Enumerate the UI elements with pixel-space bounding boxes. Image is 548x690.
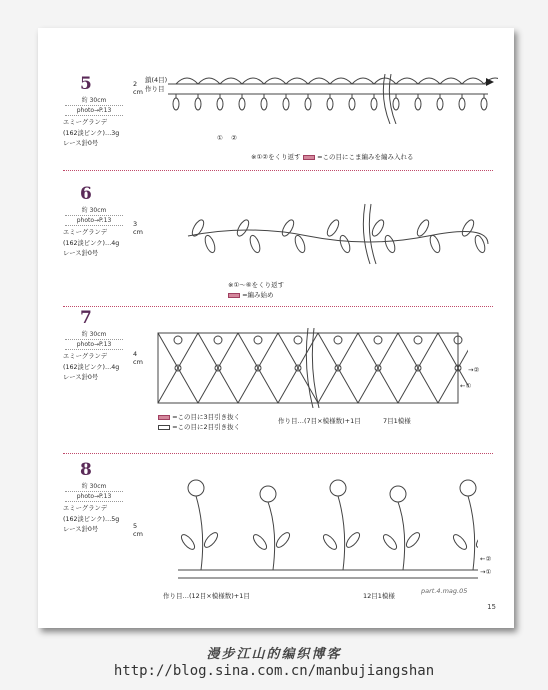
leaf-stitch <box>179 533 197 552</box>
yarn-name: エミーグランデ <box>63 229 108 236</box>
chain-arc <box>176 78 198 84</box>
flower-stem <box>268 502 275 570</box>
yarn-color: (162淡ピンク)…4g <box>63 239 120 247</box>
flower-head <box>330 480 346 496</box>
hook-size: レース針0号 <box>63 374 99 381</box>
leaf-stitch <box>235 218 251 238</box>
flower-head <box>390 486 406 502</box>
foundation-note: 作り目…(12目×模様数)+1目 <box>163 592 250 600</box>
note-repeat: ※①②をくり返す <box>251 153 301 161</box>
note-repeat: ※①〜⑥をくり返す <box>228 281 285 289</box>
pattern-length: 約 30cm <box>65 96 123 106</box>
leaf-stitch <box>415 218 431 238</box>
chart-8 <box>148 470 478 585</box>
yarn-color: (162淡ピンク)…5g <box>63 515 120 523</box>
picot-stitch <box>283 98 289 110</box>
dim-height: 2 cm <box>133 80 143 96</box>
picot-stitch <box>349 98 355 110</box>
chain-arc <box>286 78 308 84</box>
pattern-meta <box>65 330 123 350</box>
section-separator <box>63 170 493 171</box>
leaf-stitch <box>251 533 269 552</box>
flower-stem <box>398 502 405 570</box>
hook-size: レース針0号 <box>63 526 99 533</box>
pattern-number: 6 <box>80 184 92 204</box>
yarn-spec <box>63 352 119 384</box>
leaf-stitch <box>190 218 206 238</box>
leaf-stitch <box>383 234 397 254</box>
chain-arc <box>220 78 242 84</box>
chart-6 <box>148 184 498 274</box>
leaf-stitch <box>325 218 341 238</box>
pattern-meta <box>65 482 123 502</box>
chain-arc <box>396 78 418 84</box>
lattice-bar <box>438 333 468 403</box>
photo-ref: photo→P.13 <box>65 106 123 116</box>
flower-stitch <box>254 336 262 344</box>
pattern-length: 約 30cm <box>65 206 123 216</box>
picot-stitch <box>459 98 465 110</box>
pattern-page <box>38 28 514 628</box>
chain-arc <box>330 78 352 84</box>
yarn-name: エミーグランデ <box>63 119 108 126</box>
picot-stitch <box>239 98 245 110</box>
picot-stitch <box>327 98 333 110</box>
flower-stem <box>468 496 475 570</box>
legend-3-slip: =この目に3目引き抜く <box>158 412 240 421</box>
leaf-stitch <box>280 218 296 238</box>
picot-stitch <box>393 98 399 110</box>
dim-height: 3 cm <box>133 220 143 236</box>
blog-watermark-url: http://blog.sina.com.cn/manbujiangshan <box>113 663 435 679</box>
dim-height: 5 cm <box>133 522 143 538</box>
flower-stem <box>196 496 203 570</box>
picot-stitch <box>437 98 443 110</box>
chart-5 <box>168 74 498 124</box>
leaf-stitch <box>293 234 307 254</box>
flower-stitch <box>214 336 222 344</box>
photo-ref: photo→P.13 <box>65 216 123 226</box>
pattern-number: 8 <box>80 460 92 480</box>
flower-stem <box>338 496 345 570</box>
yarn-spec <box>63 228 119 260</box>
yarn-color: (162淡ピンク)…3g <box>63 129 120 137</box>
dim-height: 4 cm <box>133 350 143 366</box>
leaf-stitch <box>321 533 339 552</box>
yarn-spec <box>63 504 119 536</box>
leaf-stitch <box>451 533 469 552</box>
hook-size: レース針0号 <box>63 140 99 147</box>
yarn-name: エミーグランデ <box>63 505 108 512</box>
picot-stitch <box>305 98 311 110</box>
blog-watermark-title: 漫步江山的编织博客 <box>206 647 342 662</box>
pattern-meta <box>65 96 123 116</box>
picot-stitch <box>371 98 377 110</box>
note-start: =編み始め <box>228 290 274 299</box>
leaf-stitch <box>274 531 292 550</box>
yarn-color: (162淡ピンク)…4g <box>63 363 120 371</box>
chain-arc <box>242 78 264 84</box>
photo-ref: photo→P.13 <box>65 492 123 502</box>
flower-stitch <box>334 336 342 344</box>
picot-stitch <box>195 98 201 110</box>
flower-stitch <box>294 336 302 344</box>
vine-chain <box>188 230 488 244</box>
pattern-number: 5 <box>80 74 92 94</box>
leaf-stitch <box>381 533 399 552</box>
row-marker-2: →② <box>468 366 480 374</box>
chain-arc <box>462 78 484 84</box>
yarn-spec <box>63 118 119 150</box>
flower-stitch <box>374 336 382 344</box>
lattice-frame <box>158 333 458 403</box>
picot-stitch <box>481 98 487 110</box>
flower-head <box>260 486 276 502</box>
repeat-unit: 7目1模様 <box>383 417 411 425</box>
picot-stitch <box>217 98 223 110</box>
pattern-meta <box>65 206 123 226</box>
foundation-note: 作り目…(7目×模様数)+1目 <box>278 417 361 425</box>
pattern-number: 7 <box>80 308 92 328</box>
marker-row: ① ② <box>217 134 237 142</box>
leaf-stitch <box>202 531 220 550</box>
note-legend: =この目にこま編みを編み入れる <box>303 152 414 161</box>
picot-stitch <box>415 98 421 110</box>
row-marker-1: ←① <box>460 382 472 390</box>
chain-arc <box>308 78 330 84</box>
leaf-stitch <box>203 234 217 254</box>
leaf-stitch <box>370 218 386 238</box>
yarn-name: エミーグランデ <box>63 353 108 360</box>
leaf-stitch <box>248 234 262 254</box>
base-chain-label: 鎖(4目) 作り目 <box>145 76 168 93</box>
legend-2-slip: =この目に2目引き抜く <box>158 422 240 431</box>
picot-stitch <box>173 98 179 110</box>
repeat-unit: 12目1模様 <box>363 592 395 600</box>
chain-arc <box>418 78 440 84</box>
leaf-stitch <box>338 234 352 254</box>
page-number: 15 <box>487 603 496 611</box>
section-separator <box>63 453 493 454</box>
hook-size: レース針0号 <box>63 250 99 257</box>
pattern-length: 約 30cm <box>65 330 123 340</box>
row-marker-2: ←② <box>480 555 492 563</box>
leaf-stitch <box>404 531 422 550</box>
chain-arc <box>374 78 396 84</box>
flower-head <box>460 480 476 496</box>
section-separator <box>63 306 493 307</box>
chain-arc <box>264 78 286 84</box>
chain-arc <box>352 78 374 84</box>
pattern-length: 約 30cm <box>65 482 123 492</box>
chart-7 <box>148 328 468 408</box>
picot-stitch <box>261 98 267 110</box>
leaf-stitch <box>344 531 362 550</box>
chain-arc <box>440 78 462 84</box>
photo-ref: photo→P.13 <box>65 340 123 350</box>
flower-head <box>188 480 204 496</box>
row-marker-1: →① <box>480 568 492 576</box>
leaf-stitch <box>428 234 442 254</box>
chain-arc <box>198 78 220 84</box>
flower-stitch <box>414 336 422 344</box>
inline-watermark: part.4.mag.05 <box>421 587 468 595</box>
flower-stitch <box>174 336 182 344</box>
leaf-stitch <box>460 218 476 238</box>
lattice-bar <box>438 333 468 403</box>
